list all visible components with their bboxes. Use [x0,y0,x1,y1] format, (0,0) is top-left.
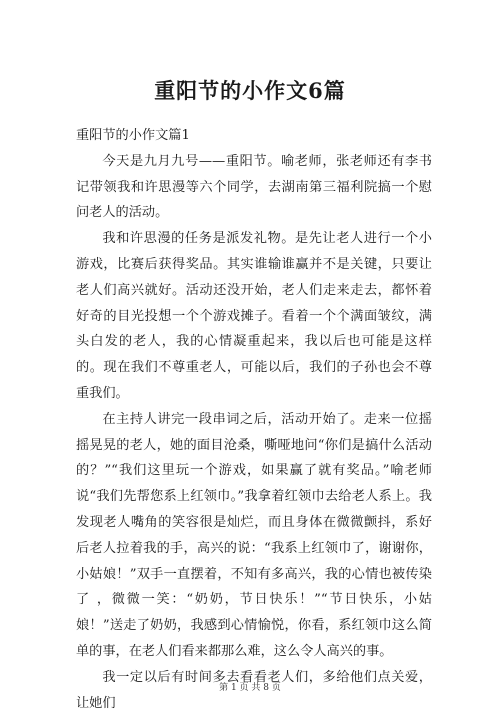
document-body [76,123,432,716]
section-title: 重阳节的小作文篇1 [76,128,190,143]
paragraph: 今天是九月九号——重阳节。喻老师，张老师还有李书记带领我和许思漫等六个同学，去湖南第三福利院搞一个慰问老人的活动。 [76,153,432,221]
paragraph: 在主持人讲完一段串词之后，活动开始了。走来一位摇摇晃晃的老人，她的面目沧桑，嘶哑地问“你们是搞什么活动的？”“我们这里玩一个游戏，如果赢了就有奖品。”喻老师说“我们先帮您系上红领巾。”我拿着红领巾去给老人系上。我发现老人嘴角的笑容很是灿烂，而且身体在微微颤抖，系好后老人拉着我的手，高兴的说：“我系上红领巾了，谢谢你，小姑娘！”双手一直摆着，不知有多高兴，我的心情也被传染了 ，微微一笑：“奶奶，节日快乐！”“节日快乐，小姑娘！”送走了奶奶，我感到心情愉悦，你看，系红领巾这么简单的事，在老人们看来都那么难，这么令人高兴的事。 [76,411,432,659]
paragraph: 我和许思漫的任务是派发礼物。是先让老人进行一个小游戏，比赛后获得奖品。其实谁输谁赢并不是关键，只要让老人们高兴就好。活动还没开始，老人们走来走去，都怀着好奇的目光投想一个个游戏摊子。看着一个个满面皱纹，满头白发的老人，我的心情凝重起来，我以后也可能是这样的。现在我们不尊重老人，可能以后，我们的子孙也会不尊重我们。 [76,231,432,401]
page-footer: 第 1 页 共 8 页 [219,683,281,693]
document-title: 重阳节的小作文6篇 [154,78,346,103]
paragraph: 我一定以后有时间多去看看老人们，多给他们点关爱，让她们 [76,669,432,711]
